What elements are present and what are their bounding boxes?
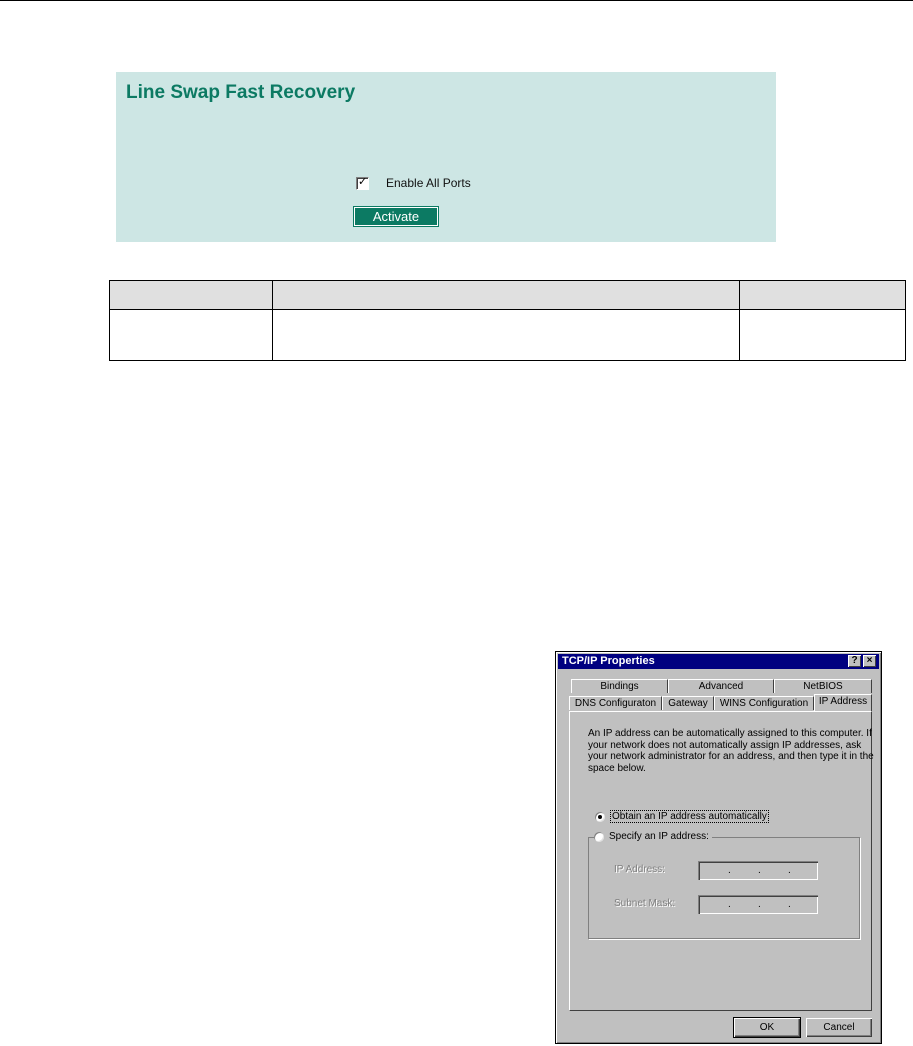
- panel-title: Line Swap Fast Recovery: [126, 82, 356, 103]
- subnet-mask-label: Subnet Mask:: [614, 898, 676, 909]
- ip-address-tab-panel: [569, 711, 872, 1011]
- tcpip-properties-dialog: [555, 651, 882, 1044]
- octet-separator: .: [758, 899, 761, 910]
- enable-all-ports-label: Enable All Ports: [386, 176, 471, 190]
- table-cell: [110, 310, 273, 361]
- checkmark-icon: ✓: [358, 174, 368, 188]
- activate-button[interactable]: Activate: [354, 207, 438, 226]
- specify-ip-radio[interactable]: [594, 832, 604, 842]
- table-row: [110, 310, 906, 361]
- obtain-ip-label: Obtain an IP address automatically: [612, 811, 767, 822]
- octet-separator: .: [758, 865, 761, 876]
- close-button[interactable]: [863, 655, 876, 667]
- specify-ip-groupbox: [588, 837, 860, 939]
- table-header-row: [110, 281, 906, 310]
- line-swap-fast-recovery-panel: [116, 72, 776, 242]
- table-header-cell: [273, 281, 740, 310]
- tab-ip-address[interactable]: IP Address: [814, 694, 872, 711]
- table-cell: [273, 310, 740, 361]
- settings-table: [109, 280, 906, 361]
- dialog-title: TCP/IP Properties: [562, 655, 655, 667]
- close-icon: ×: [866, 655, 873, 666]
- tab-bindings[interactable]: Bindings: [571, 679, 668, 693]
- octet-separator: .: [728, 865, 731, 876]
- tab-wins-configuration[interactable]: WINS Configuration: [714, 696, 814, 710]
- tab-gateway[interactable]: Gateway: [662, 696, 714, 710]
- cancel-button[interactable]: Cancel: [806, 1018, 872, 1037]
- table-header-cell: [740, 281, 906, 310]
- obtain-ip-radio[interactable]: [595, 812, 605, 822]
- enable-all-ports-row[interactable]: [356, 176, 471, 190]
- octet-separator: .: [788, 865, 791, 876]
- specify-ip-option[interactable]: [594, 831, 712, 842]
- tab-dns-configuration[interactable]: DNS Configuraton: [569, 696, 662, 710]
- tab-advanced[interactable]: Advanced: [668, 679, 774, 693]
- radio-selected-dot: [598, 815, 602, 819]
- help-icon: ?: [851, 655, 858, 666]
- description-text: An IP address can be automatically assigned to this computer. If your network does not automatically assign IP addresses, ask your network administrator for an address, and then type it in the space below.: [588, 728, 874, 774]
- octet-separator: .: [788, 899, 791, 910]
- tab-netbios[interactable]: NetBIOS: [774, 679, 872, 693]
- enable-all-ports-checkbox[interactable]: [356, 174, 369, 190]
- page-top-rule: [0, 0, 913, 1]
- obtain-ip-automatically-option[interactable]: [595, 810, 769, 823]
- table-header-cell: [110, 281, 273, 310]
- help-button[interactable]: [848, 655, 861, 667]
- specify-ip-label: Specify an IP address:: [609, 831, 709, 842]
- subnet-mask-field[interactable]: [698, 895, 818, 914]
- dialog-titlebar: [558, 654, 879, 669]
- ok-button[interactable]: OK: [734, 1018, 800, 1037]
- ip-address-field[interactable]: [698, 861, 818, 880]
- table-cell: [740, 310, 906, 361]
- ip-address-label: IP Address:: [614, 864, 665, 875]
- octet-separator: .: [728, 899, 731, 910]
